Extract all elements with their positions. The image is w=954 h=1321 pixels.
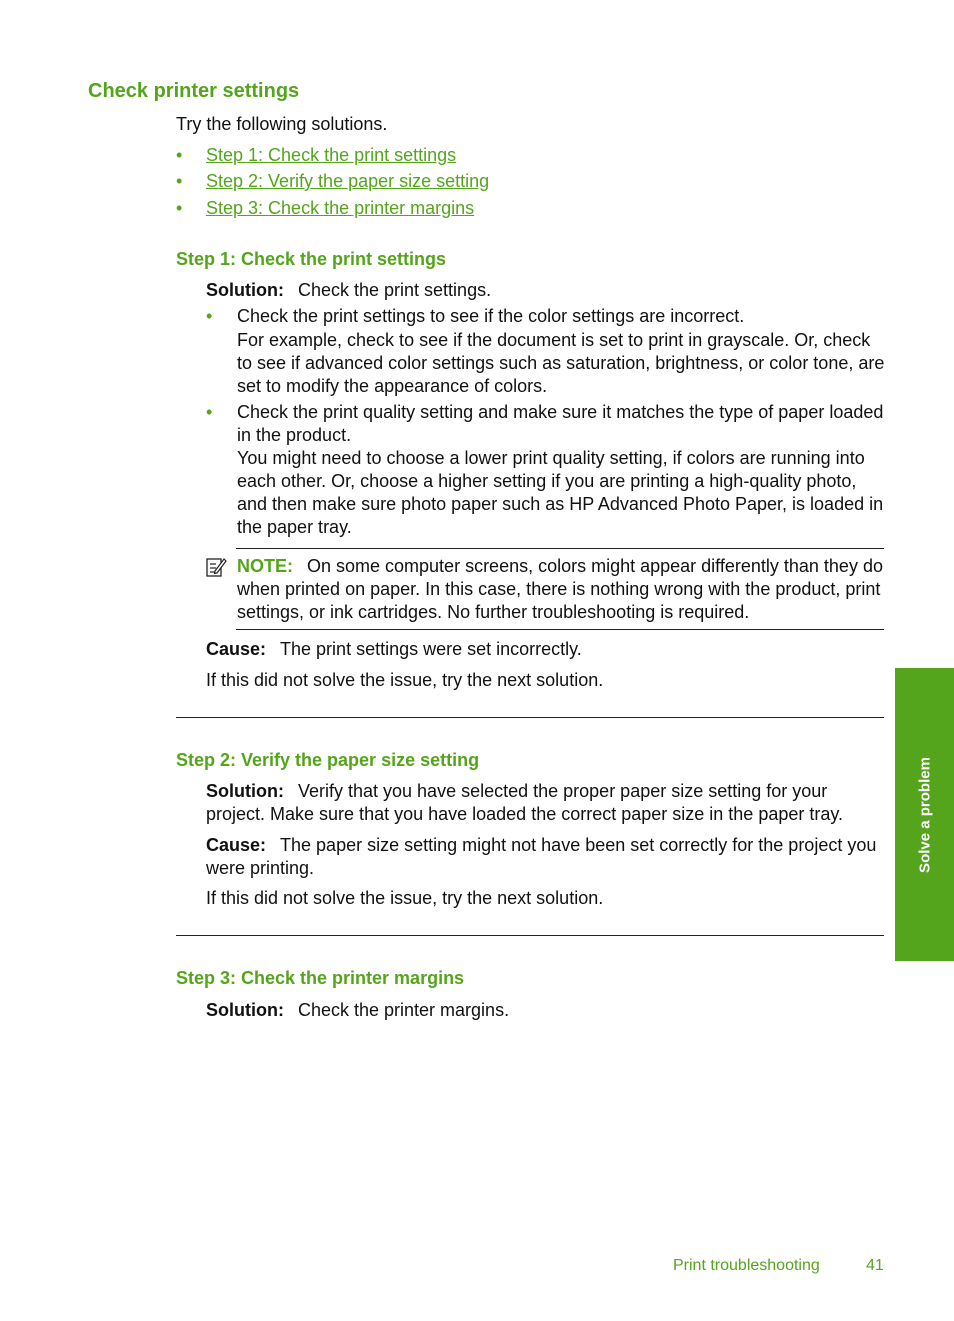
step1-bullet1-main: Check the print settings to see if the color settings are incorrect.	[237, 306, 745, 326]
step1-cause-label: Cause:	[206, 639, 267, 659]
section-divider-1	[176, 717, 884, 718]
step2-cause	[206, 834, 884, 880]
side-tab-label: Solve a problem	[916, 756, 933, 873]
step1-solution	[206, 279, 884, 302]
step3-solution-text: Check the printer margins.	[297, 1000, 510, 1020]
page-title: Check printer settings	[88, 80, 300, 102]
step3-heading: Step 3: Check the printer margins	[176, 968, 465, 988]
step1-heading: Step 1: Check the print settings	[176, 249, 447, 269]
step2-solution	[206, 780, 884, 826]
note-text	[237, 555, 885, 624]
link-step-2[interactable]: Step 2: Verify the paper size setting	[206, 171, 490, 191]
link-bullet-1: •	[176, 145, 183, 165]
step2-next: If this did not solve the issue, try the next solution.	[206, 888, 604, 908]
step1-bullet1-detail: For example, check to see if the document is set to print in grayscale. Or, check to see if advanced color settings such as saturation, brightness, or color tone, are set to modify the appearance of colors.	[237, 330, 885, 396]
step1-bullet2-main: Check the print quality setting and make sure it matches the type of paper loaded in the product.	[237, 402, 884, 445]
step3-solution-label: Solution:	[206, 1000, 284, 1020]
side-tab	[895, 668, 954, 961]
note-label: NOTE:	[237, 556, 293, 576]
step2-cause-label: Cause:	[206, 835, 267, 855]
link-step-3[interactable]: Step 3: Check the printer margins	[206, 198, 475, 218]
note-body: On some computer screens, colors might appear differently than they do when printed on paper. In this case, there is nothing wrong with the product, print settings, or ink cartridges. No further troubleshooting is required.	[237, 556, 883, 622]
footer-section: Print troubleshooting	[673, 1257, 820, 1274]
step1-next: If this did not solve the issue, try the next solution.	[206, 670, 604, 690]
step2-cause-text: The paper size setting might not have been set correctly for the project you were printing.	[206, 835, 877, 878]
footer-page-number: 41	[866, 1257, 884, 1274]
step1-bullet2-detail: You might need to choose a lower print quality setting, if colors are running into each other. Or, choose a higher setting if you are printing a high-quality photo, and then make sure photo paper such as HP Advanced Photo Paper, is loaded in the paper tray.	[237, 448, 884, 537]
link-bullet-3: •	[176, 198, 183, 218]
section-divider-2	[176, 935, 884, 936]
step1-bullet-2: •	[206, 402, 213, 422]
step2-heading: Step 2: Verify the paper size setting	[176, 750, 480, 770]
step1-solution-text: Check the print settings.	[297, 280, 492, 300]
note-bottom-rule	[236, 629, 884, 630]
link-step-1[interactable]: Step 1: Check the print settings	[206, 145, 457, 165]
intro-text: Try the following solutions.	[176, 114, 388, 134]
link-bullet-2: •	[176, 171, 183, 191]
step1-cause-text: The print settings were set incorrectly.	[280, 639, 582, 659]
step1-cause	[206, 638, 884, 661]
step2-solution-label: Solution:	[206, 781, 284, 801]
step1-bullet-1: •	[206, 306, 213, 326]
step2-solution-text: Verify that you have selected the proper paper size setting for your project. Make sure that you have loaded the correct paper size in the paper tray.	[206, 781, 844, 824]
step1-solution-label: Solution:	[206, 280, 284, 300]
note-top-rule	[236, 548, 884, 549]
step3-solution	[206, 999, 884, 1022]
note-icon	[205, 556, 227, 583]
